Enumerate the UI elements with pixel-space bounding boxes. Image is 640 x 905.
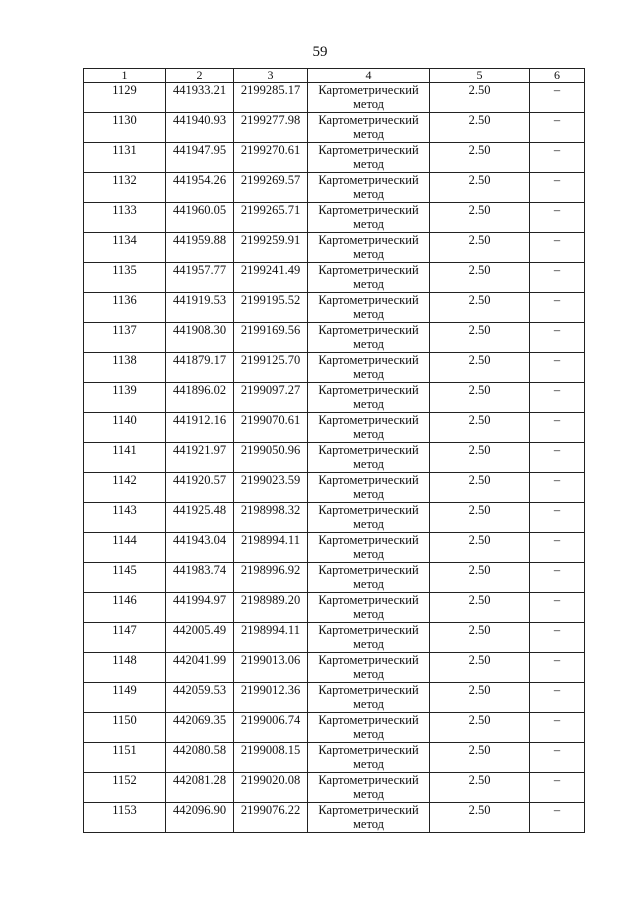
y-coordinate-cell: 2199070.61 (234, 413, 308, 443)
note-cell: – (530, 143, 585, 173)
accuracy-cell: 2.50 (430, 413, 530, 443)
column-number-4: 4 (308, 69, 430, 83)
note-cell: – (530, 323, 585, 353)
y-coordinate-cell: 2198989.20 (234, 593, 308, 623)
note-cell: – (530, 803, 585, 833)
point-number-cell: 1135 (84, 263, 166, 293)
table-row (84, 323, 585, 353)
table-row (84, 563, 585, 593)
accuracy-cell: 2.50 (430, 143, 530, 173)
column-number-2: 2 (166, 69, 234, 83)
method-cell: Картометрический метод (308, 353, 430, 383)
note-cell: – (530, 533, 585, 563)
accuracy-cell: 2.50 (430, 623, 530, 653)
note-cell: – (530, 773, 585, 803)
note-cell: – (530, 503, 585, 533)
y-coordinate-cell: 2199097.27 (234, 383, 308, 413)
table-row (84, 233, 585, 263)
note-cell: – (530, 443, 585, 473)
y-coordinate-cell: 2199259.91 (234, 233, 308, 263)
accuracy-cell: 2.50 (430, 203, 530, 233)
accuracy-cell: 2.50 (430, 383, 530, 413)
point-number-cell: 1152 (84, 773, 166, 803)
x-coordinate-cell: 441896.02 (166, 383, 234, 413)
accuracy-cell: 2.50 (430, 83, 530, 113)
table-row (84, 653, 585, 683)
y-coordinate-cell: 2199241.49 (234, 263, 308, 293)
note-cell: – (530, 353, 585, 383)
method-cell: Картометрический метод (308, 503, 430, 533)
method-cell: Картометрический метод (308, 593, 430, 623)
point-number-cell: 1131 (84, 143, 166, 173)
column-number-3: 3 (234, 69, 308, 83)
x-coordinate-cell: 442080.58 (166, 743, 234, 773)
x-coordinate-cell: 441943.04 (166, 533, 234, 563)
method-cell: Картометрический метод (308, 413, 430, 443)
x-coordinate-cell: 441879.17 (166, 353, 234, 383)
y-coordinate-cell: 2199020.08 (234, 773, 308, 803)
point-number-cell: 1134 (84, 233, 166, 263)
accuracy-cell: 2.50 (430, 593, 530, 623)
method-cell: Картометрический метод (308, 173, 430, 203)
x-coordinate-cell: 441940.93 (166, 113, 234, 143)
accuracy-cell: 2.50 (430, 683, 530, 713)
note-cell: – (530, 713, 585, 743)
column-number-1: 1 (84, 69, 166, 83)
y-coordinate-cell: 2199125.70 (234, 353, 308, 383)
column-numbers-row (84, 69, 585, 83)
table-row (84, 113, 585, 143)
column-number-5: 5 (430, 69, 530, 83)
table-header (84, 69, 585, 83)
accuracy-cell: 2.50 (430, 293, 530, 323)
note-cell: – (530, 293, 585, 323)
note-cell: – (530, 623, 585, 653)
x-coordinate-cell: 442041.99 (166, 653, 234, 683)
table-row (84, 743, 585, 773)
table-row (84, 383, 585, 413)
y-coordinate-cell: 2199277.98 (234, 113, 308, 143)
point-number-cell: 1130 (84, 113, 166, 143)
table-row (84, 203, 585, 233)
point-number-cell: 1146 (84, 593, 166, 623)
method-cell: Картометрический метод (308, 383, 430, 413)
y-coordinate-cell: 2198998.32 (234, 503, 308, 533)
note-cell: – (530, 563, 585, 593)
method-cell: Картометрический метод (308, 113, 430, 143)
note-cell: – (530, 83, 585, 113)
y-coordinate-cell: 2199076.22 (234, 803, 308, 833)
table-row (84, 263, 585, 293)
x-coordinate-cell: 441954.26 (166, 173, 234, 203)
point-number-cell: 1148 (84, 653, 166, 683)
note-cell: – (530, 593, 585, 623)
x-coordinate-cell: 442096.90 (166, 803, 234, 833)
x-coordinate-cell: 441960.05 (166, 203, 234, 233)
x-coordinate-cell: 441921.97 (166, 443, 234, 473)
method-cell: Картометрический метод (308, 653, 430, 683)
page-number: 59 (312, 44, 328, 60)
y-coordinate-cell: 2199265.71 (234, 203, 308, 233)
x-coordinate-cell: 441957.77 (166, 263, 234, 293)
y-coordinate-cell: 2199013.06 (234, 653, 308, 683)
x-coordinate-cell: 441908.30 (166, 323, 234, 353)
y-coordinate-cell: 2199023.59 (234, 473, 308, 503)
accuracy-cell: 2.50 (430, 173, 530, 203)
table-row (84, 293, 585, 323)
table-row (84, 143, 585, 173)
note-cell: – (530, 743, 585, 773)
y-coordinate-cell: 2199169.56 (234, 323, 308, 353)
point-number-cell: 1153 (84, 803, 166, 833)
method-cell: Картометрический метод (308, 533, 430, 563)
x-coordinate-cell: 441919.53 (166, 293, 234, 323)
point-number-cell: 1150 (84, 713, 166, 743)
point-number-cell: 1149 (84, 683, 166, 713)
x-coordinate-cell: 441912.16 (166, 413, 234, 443)
accuracy-cell: 2.50 (430, 743, 530, 773)
x-coordinate-cell: 441925.48 (166, 503, 234, 533)
point-number-cell: 1132 (84, 173, 166, 203)
y-coordinate-cell: 2199285.17 (234, 83, 308, 113)
point-number-cell: 1144 (84, 533, 166, 563)
method-cell: Картометрический метод (308, 293, 430, 323)
note-cell: – (530, 233, 585, 263)
accuracy-cell: 2.50 (430, 443, 530, 473)
x-coordinate-cell: 442059.53 (166, 683, 234, 713)
accuracy-cell: 2.50 (430, 323, 530, 353)
point-number-cell: 1137 (84, 323, 166, 353)
y-coordinate-cell: 2199012.36 (234, 683, 308, 713)
table-row (84, 353, 585, 383)
method-cell: Картометрический метод (308, 473, 430, 503)
note-cell: – (530, 173, 585, 203)
x-coordinate-cell: 442005.49 (166, 623, 234, 653)
y-coordinate-cell: 2198996.92 (234, 563, 308, 593)
x-coordinate-cell: 441994.97 (166, 593, 234, 623)
y-coordinate-cell: 2198994.11 (234, 533, 308, 563)
note-cell: – (530, 413, 585, 443)
accuracy-cell: 2.50 (430, 713, 530, 743)
point-number-cell: 1140 (84, 413, 166, 443)
x-coordinate-cell: 441933.21 (166, 83, 234, 113)
point-number-cell: 1142 (84, 473, 166, 503)
table-row (84, 803, 585, 833)
method-cell: Картометрический метод (308, 203, 430, 233)
method-cell: Картометрический метод (308, 323, 430, 353)
y-coordinate-cell: 2199269.57 (234, 173, 308, 203)
note-cell: – (530, 683, 585, 713)
accuracy-cell: 2.50 (430, 563, 530, 593)
point-number-cell: 1141 (84, 443, 166, 473)
accuracy-cell: 2.50 (430, 503, 530, 533)
note-cell: – (530, 473, 585, 503)
method-cell: Картометрический метод (308, 563, 430, 593)
method-cell: Картометрический метод (308, 683, 430, 713)
accuracy-cell: 2.50 (430, 353, 530, 383)
point-number-cell: 1143 (84, 503, 166, 533)
x-coordinate-cell: 441920.57 (166, 473, 234, 503)
point-number-cell: 1136 (84, 293, 166, 323)
y-coordinate-cell: 2199006.74 (234, 713, 308, 743)
y-coordinate-cell: 2199050.96 (234, 443, 308, 473)
table-row (84, 473, 585, 503)
table-row (84, 443, 585, 473)
table-row (84, 773, 585, 803)
point-number-cell: 1129 (84, 83, 166, 113)
table-body (84, 83, 585, 833)
accuracy-cell: 2.50 (430, 263, 530, 293)
accuracy-cell: 2.50 (430, 233, 530, 263)
accuracy-cell: 2.50 (430, 653, 530, 683)
column-number-6: 6 (530, 69, 585, 83)
table-row (84, 713, 585, 743)
method-cell: Картометрический метод (308, 713, 430, 743)
x-coordinate-cell: 441947.95 (166, 143, 234, 173)
method-cell: Картометрический метод (308, 803, 430, 833)
table-row (84, 683, 585, 713)
accuracy-cell: 2.50 (430, 533, 530, 563)
table-row (84, 83, 585, 113)
accuracy-cell: 2.50 (430, 473, 530, 503)
table-row (84, 623, 585, 653)
method-cell: Картометрический метод (308, 743, 430, 773)
point-number-cell: 1138 (84, 353, 166, 383)
note-cell: – (530, 263, 585, 293)
note-cell: – (530, 653, 585, 683)
coordinates-table (83, 68, 585, 833)
note-cell: – (530, 203, 585, 233)
accuracy-cell: 2.50 (430, 773, 530, 803)
method-cell: Картометрический метод (308, 143, 430, 173)
method-cell: Картометрический метод (308, 773, 430, 803)
y-coordinate-cell: 2199008.15 (234, 743, 308, 773)
method-cell: Картометрический метод (308, 623, 430, 653)
table-row (84, 413, 585, 443)
method-cell: Картометрический метод (308, 443, 430, 473)
accuracy-cell: 2.50 (430, 113, 530, 143)
table-row (84, 173, 585, 203)
x-coordinate-cell: 441959.88 (166, 233, 234, 263)
table-row (84, 593, 585, 623)
x-coordinate-cell: 441983.74 (166, 563, 234, 593)
y-coordinate-cell: 2199195.52 (234, 293, 308, 323)
y-coordinate-cell: 2199270.61 (234, 143, 308, 173)
method-cell: Картометрический метод (308, 233, 430, 263)
x-coordinate-cell: 442069.35 (166, 713, 234, 743)
method-cell: Картометрический метод (308, 263, 430, 293)
note-cell: – (530, 113, 585, 143)
point-number-cell: 1147 (84, 623, 166, 653)
method-cell: Картометрический метод (308, 83, 430, 113)
point-number-cell: 1133 (84, 203, 166, 233)
y-coordinate-cell: 2198994.11 (234, 623, 308, 653)
point-number-cell: 1139 (84, 383, 166, 413)
x-coordinate-cell: 442081.28 (166, 773, 234, 803)
accuracy-cell: 2.50 (430, 803, 530, 833)
point-number-cell: 1145 (84, 563, 166, 593)
table-row (84, 503, 585, 533)
point-number-cell: 1151 (84, 743, 166, 773)
table-row (84, 533, 585, 563)
note-cell: – (530, 383, 585, 413)
